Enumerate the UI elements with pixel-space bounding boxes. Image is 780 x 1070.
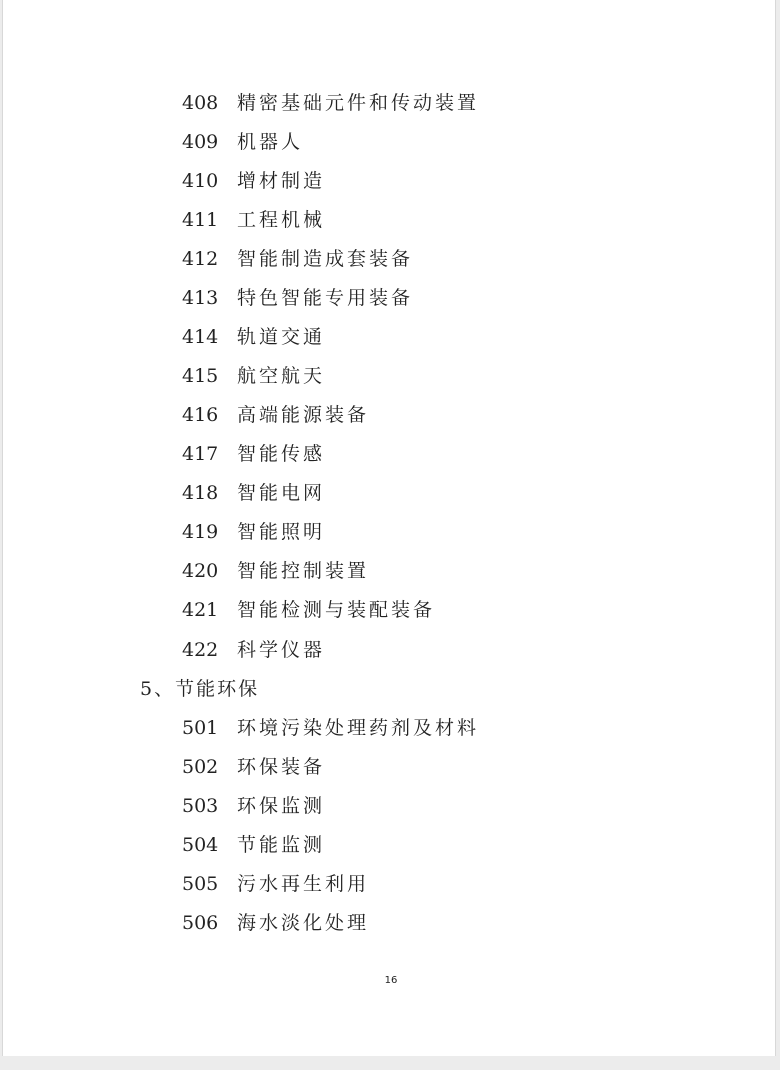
item-code: 503 — [182, 795, 219, 817]
item-code: 504 — [182, 834, 219, 856]
item-code: 417 — [182, 443, 219, 465]
page-number: 16 — [384, 975, 398, 986]
item-code: 422 — [182, 639, 219, 661]
item-name: 环保装备 — [237, 756, 326, 778]
item-code: 413 — [182, 287, 219, 309]
item-name: 环境污染处理药剂及材料 — [237, 717, 480, 739]
item-code: 410 — [182, 170, 219, 192]
item-code: 416 — [182, 404, 219, 426]
item-name: 海水淡化处理 — [237, 912, 370, 934]
item-code: 415 — [182, 365, 219, 387]
item-code: 506 — [182, 912, 219, 934]
item-code: 505 — [182, 873, 219, 895]
item-name: 工程机械 — [237, 209, 326, 231]
item-name: 精密基础元件和传动装置 — [237, 92, 480, 114]
item-code: 418 — [182, 482, 219, 504]
item-name: 科学仪器 — [237, 639, 326, 661]
item-name: 机器人 — [237, 131, 304, 153]
item-name: 航空航天 — [237, 365, 326, 387]
item-name: 增材制造 — [237, 170, 326, 192]
item-code: 502 — [182, 756, 219, 778]
item-name: 智能检测与装配装备 — [237, 599, 436, 621]
item-name: 轨道交通 — [237, 326, 326, 348]
item-code: 408 — [182, 92, 219, 114]
item-name: 环保监测 — [237, 795, 326, 817]
section-heading: 5、节能环保 — [140, 678, 260, 700]
item-code: 421 — [182, 599, 219, 621]
item-code: 501 — [182, 717, 219, 739]
item-name: 智能照明 — [237, 521, 326, 543]
item-name: 污水再生利用 — [237, 873, 370, 895]
item-name: 智能电网 — [237, 482, 326, 504]
document-page — [2, 0, 776, 1056]
item-code: 419 — [182, 521, 219, 543]
item-code: 411 — [182, 209, 219, 231]
item-name: 智能传感 — [237, 443, 326, 465]
item-code: 412 — [182, 248, 219, 270]
item-name: 智能制造成套装备 — [237, 248, 414, 270]
item-code: 409 — [182, 131, 219, 153]
item-name: 高端能源装备 — [237, 404, 370, 426]
item-code: 414 — [182, 326, 219, 348]
page-gap — [0, 1056, 780, 1070]
item-name: 智能控制装置 — [237, 560, 370, 582]
item-name: 节能监测 — [237, 834, 326, 856]
item-name: 特色智能专用装备 — [237, 287, 414, 309]
item-code: 420 — [182, 560, 219, 582]
